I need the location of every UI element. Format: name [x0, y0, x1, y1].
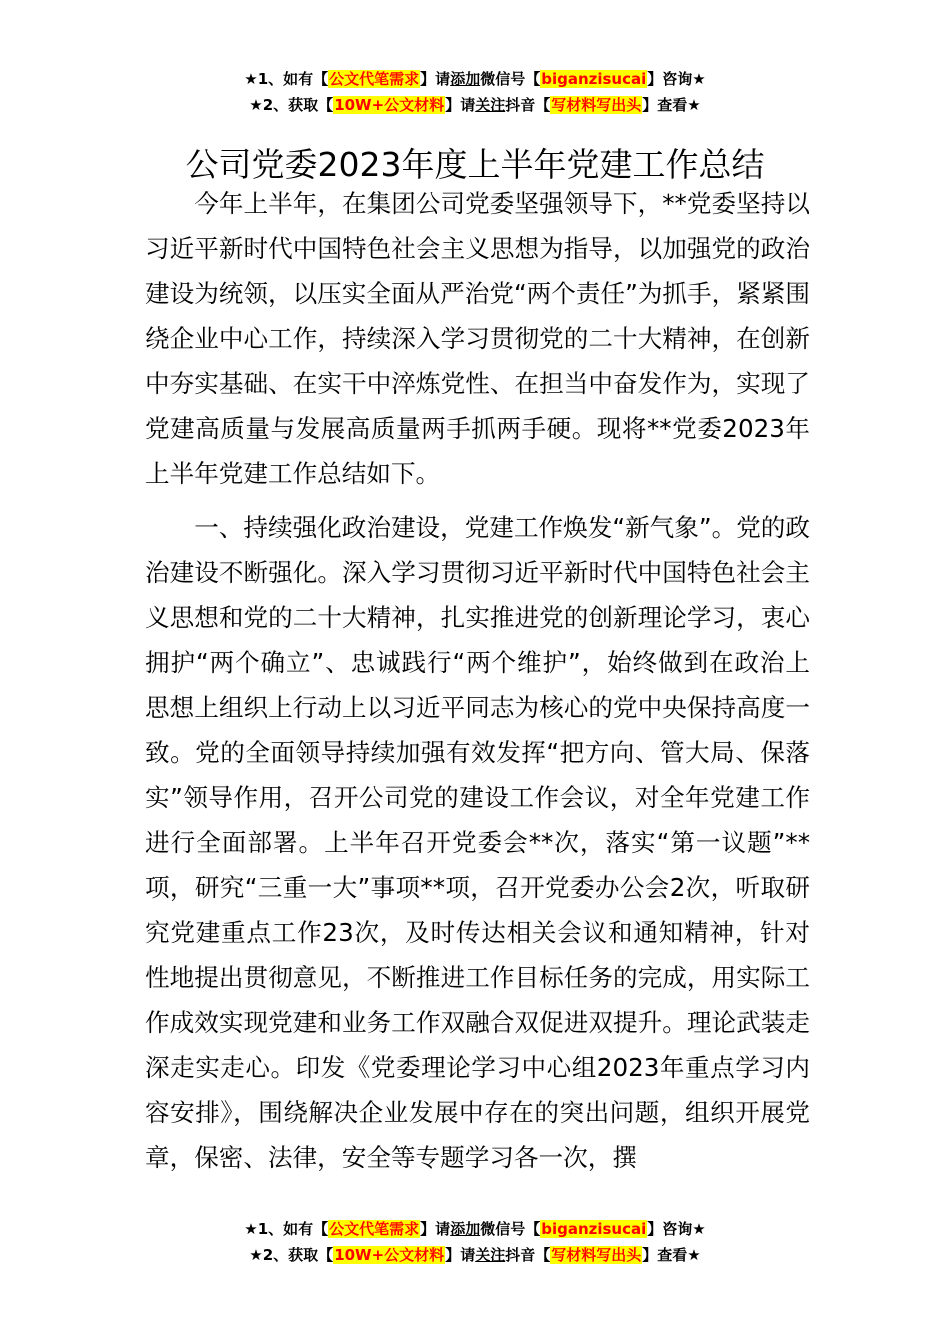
promo-text: 】请: [445, 96, 476, 114]
promo-text: ★2、获取【: [249, 1246, 334, 1264]
promo-highlight: 10W+公文材料: [334, 96, 445, 114]
promo-banner-top: [0, 66, 950, 118]
paragraph-intro: 今年上半年，在集团公司党委坚强领导下，**党委坚持以习近平新时代中国特色社会主义思想为指导，以加强党的政治建设为统领，以压实全面从严治党“两个责任”为抓手，紧紧围绕企业中心工作，持续深入学习贯彻党的二十大精神，在创新中夯实基础、在实干中淬炼党性、在担当中奋发作为，实现了党建高质量与发展高质量两手抓两手硬。现将**党委2023年上半年党建工作总结如下。: [145, 189, 810, 488]
promo-text: 抖音【: [505, 1246, 551, 1264]
document-title: 公司党委2023年度上半年党建工作总结: [185, 145, 765, 185]
promo-emphasis: 关注: [475, 1246, 506, 1264]
promo-emphasis: 添加: [450, 70, 481, 88]
promo-line-2: [0, 1242, 950, 1268]
promo-highlight: 公文代笔需求: [329, 1220, 420, 1238]
douyin-id-highlight: 写材料写出头: [551, 96, 642, 114]
paragraph-section-1: 一、持续强化政治建设，党建工作焕发“新气象”。党的政治建设不断强化。深入学习贯彻习近平新时代中国特色社会主义思想和党的二十大精神，扎实推进党的创新理论学习，衷心拥护“两个确立”、忠诚践行“两个维护”，始终做到在政治上思想上组织上行动上以习近平同志为核心的党中央保持高度一致。党的全面领导持续加强有效发挥“把方向、管大局、保落实”领导作用，召开公司党的建设工作会议，对全年党建工作进行全面部署。上半年召开党委会**次，落实“第一议题”**项，研究“三重一大”事项**项，召开党委办公会2次，听取研究党建重点工作23次，及时传达相关会议和通知精神，针对性地提出贯彻意见，不断推进工作目标任务的完成，用实际工作成效实现党建和业务工作双融合双促进双提升。理论武装走深走实走心。印发《党委理论学习中心组2023年重点学习内容安排》，围绕解决企业发展中存在的突出问题，组织开展党章，保密、法律，安全等专题学习各一次，撰: [145, 513, 810, 1172]
promo-emphasis: 添加: [450, 1220, 481, 1238]
promo-text: 微信号【: [480, 70, 541, 88]
promo-line-1: [0, 66, 950, 92]
promo-text: ★1、如有【: [244, 70, 329, 88]
promo-text: 】查看★: [642, 96, 701, 114]
promo-line-2: [0, 92, 950, 118]
document-body: [145, 181, 810, 1180]
promo-text: 】查看★: [642, 1246, 701, 1264]
promo-banner-bottom: [0, 1216, 950, 1268]
promo-line-1: [0, 1216, 950, 1242]
promo-emphasis: 关注: [475, 96, 506, 114]
promo-text: 】咨询★: [647, 70, 706, 88]
promo-highlight: 10W+公文材料: [334, 1246, 445, 1264]
wechat-id-highlight: biganzisucai: [541, 70, 647, 88]
promo-highlight: 公文代笔需求: [329, 70, 420, 88]
wechat-id-highlight: biganzisucai: [541, 1220, 647, 1238]
promo-text: ★2、获取【: [249, 96, 334, 114]
promo-text: 】咨询★: [647, 1220, 706, 1238]
promo-text: ★1、如有【: [244, 1220, 329, 1238]
promo-text: 】请: [445, 1246, 476, 1264]
promo-text: 】请: [420, 1220, 451, 1238]
douyin-id-highlight: 写材料写出头: [551, 1246, 642, 1264]
promo-text: 抖音【: [505, 96, 551, 114]
promo-text: 】请: [420, 70, 451, 88]
promo-text: 微信号【: [480, 1220, 541, 1238]
